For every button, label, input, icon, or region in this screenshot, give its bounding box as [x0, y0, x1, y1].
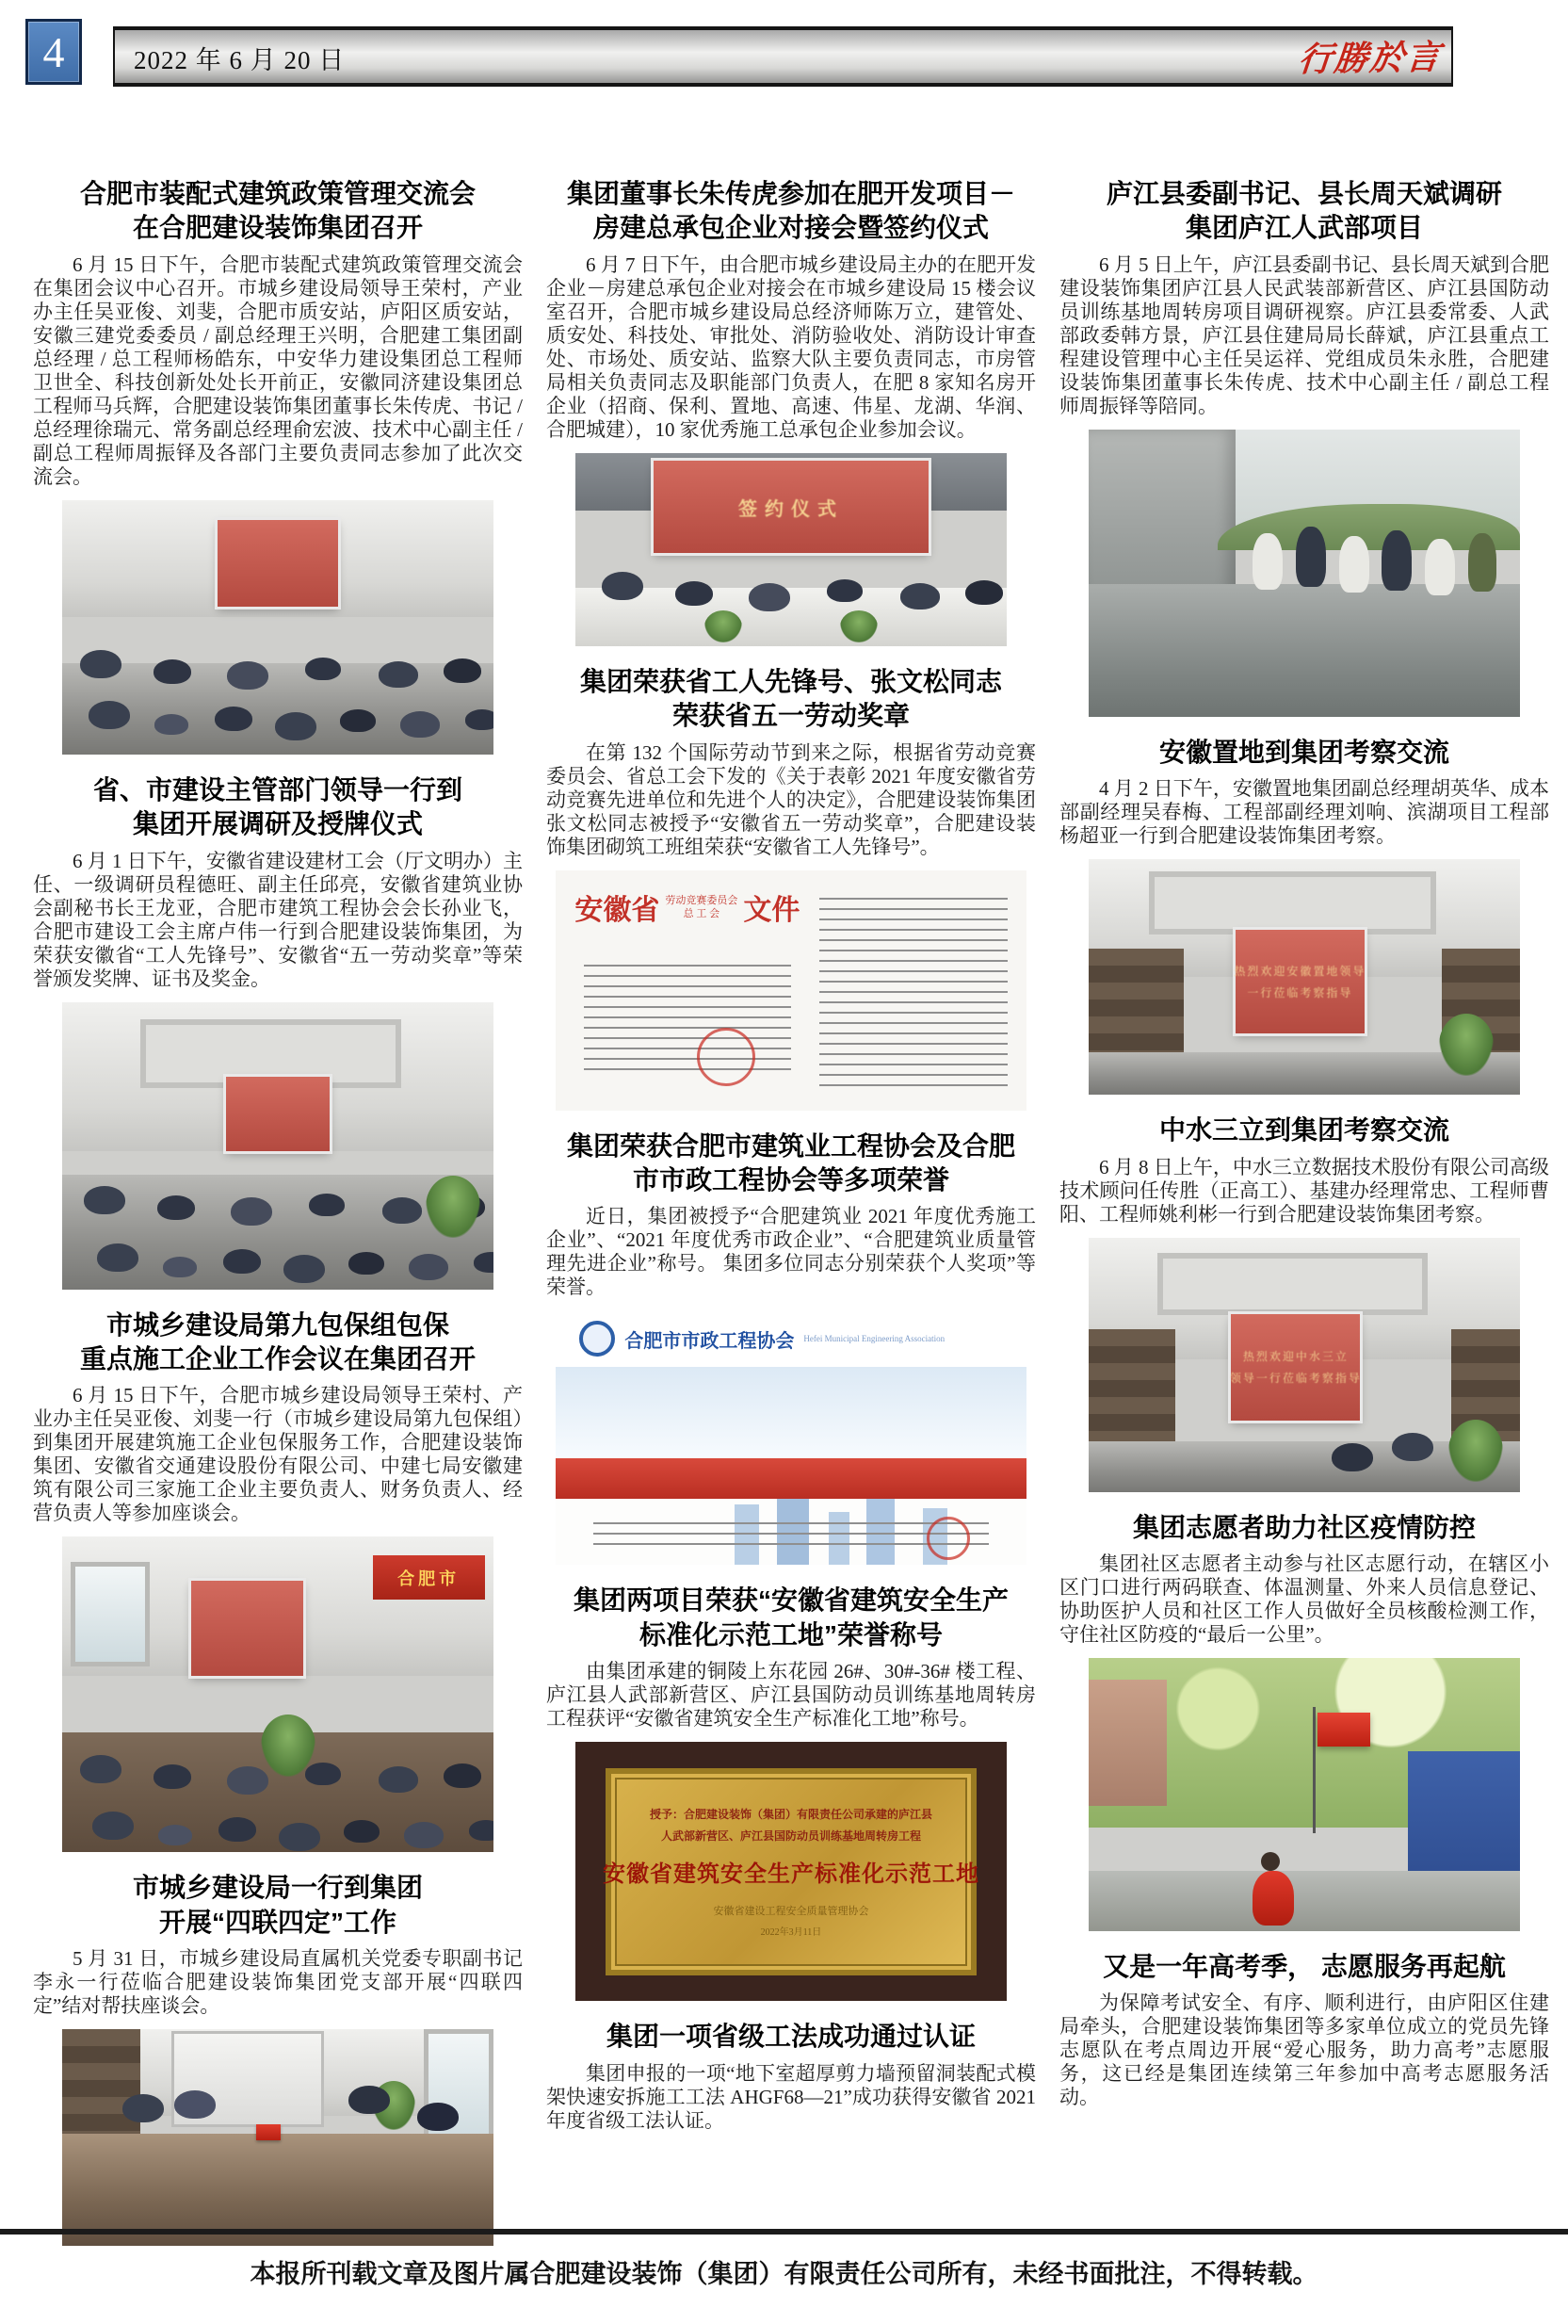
photo-bookshelf [1089, 1329, 1175, 1452]
association-logo-icon [579, 1321, 615, 1357]
photo-person-head [1261, 1852, 1280, 1871]
footer-copyright: 本报所刊载文章及图片属合肥建设装饰（集团）有限责任公司所有，未经书面批注，不得转载。 [250, 2260, 1318, 2288]
article-title [546, 665, 1036, 734]
photo-person [122, 2094, 164, 2122]
article-title [1059, 177, 1549, 246]
article-title [1059, 736, 1549, 770]
document-word: 文件 [743, 895, 800, 927]
photo-plant [261, 1715, 315, 1777]
photo-r2-visit-meeting [1089, 859, 1520, 1095]
article-title [546, 1584, 1036, 1652]
photo-road [1089, 584, 1520, 716]
photo-desk-flag [256, 2124, 281, 2140]
article-title [546, 2020, 1036, 2054]
photo-people [89, 701, 130, 729]
photo-person [1425, 539, 1455, 595]
column-right [1059, 168, 1549, 2265]
photo-person [348, 2086, 390, 2114]
photo-screen-text: 领导一行莅临考察指导 [1229, 1372, 1362, 1386]
article-r4 [1059, 1511, 1549, 1931]
photo-people [97, 1243, 138, 1272]
footer-rule [0, 2229, 1568, 2235]
photo-people [602, 572, 643, 600]
document-red-seal [697, 1028, 755, 1086]
article-title-line: 省、市建设主管部门领导一行到 [92, 774, 462, 804]
photo-red-banner: 合肥市 [373, 1555, 485, 1600]
article-body: 集团社区志愿者主动参与社区志愿行动，在辖区小区门口进行两码联查、体温测量、外来人员信息登记、协助医护人员和社区工作人员做好全员核酸检测工作，守住社区防疫的“最后一公里”。 [1059, 1552, 1549, 1646]
photo-flowers [704, 610, 742, 642]
article-title-line: 标准化示范工地”荣誉称号 [639, 1619, 943, 1650]
article-title-line: 中水三立到集团考察交流 [1158, 1115, 1449, 1146]
article-title-line: 在合肥建设装饰集团召开 [132, 213, 423, 243]
plaque-gold-face [603, 1768, 979, 1975]
article-title-line: 市市政工程协会等多项荣誉 [632, 1164, 949, 1195]
article-title [1059, 1113, 1549, 1147]
article-l3 [33, 1308, 523, 1853]
photo-screen-text: 热烈欢迎安徽置地领导 [1234, 965, 1366, 979]
article-r1 [1059, 177, 1549, 717]
article-title [1059, 1511, 1549, 1545]
document-text-lines [584, 956, 791, 1077]
association-red-band [556, 1458, 1026, 1499]
article-body: 6 月 15 日下午，合肥市装配式建筑政策管理交流会在集团会议中心召开。市城乡建设局领导王荣村，产业办主任吴亚俊、刘斐，合肥市质安站，庐阳区质安站，安徽三建党委委员 / 副总经理王兴明，合肥建工集团副总经理 / 总工程师杨皓东，中安华力建设集团总工程师卫世全、科技创新处处长开前正，安徽同济建设集团总工程师马兵辉，合肥建设装饰集团董事长朱传虎、书记 / 总经理徐瑞元、常务副总经理俞宏波、技术中心副主任 / 副总工程师周振铎及各部门主要负责同志参加了此次交流会。 [33, 252, 523, 488]
article-body: 6 月 15 日下午，合肥市城乡建设局领导王荣村、产业办主任吴亚俊、刘斐一行（市城乡建设局第九包保组）到集团开展建筑施工企业包保服务工作，合肥建设装饰集团、安徽省交通建设股份有限公司、中建七局安徽建筑有限公司三家施工企业主要负责人、财务负责人、经营负责人等参加座谈会。 [33, 1384, 523, 1525]
article-title-line: 集团庐江人武部项目 [1185, 213, 1423, 243]
association-red-seal [927, 1517, 970, 1560]
plaque-main-title: 安徽省建筑安全生产标准化示范工地 [603, 1861, 979, 1887]
photo-ceiling-coffer [1157, 1253, 1428, 1315]
photo-bookshelf [62, 2029, 139, 2137]
photo-m4-award-plaque [575, 1742, 1007, 2001]
article-m2 [546, 665, 1036, 1111]
photo-projection-screen [1231, 1314, 1360, 1421]
article-l4 [33, 1871, 523, 2246]
photo-flag-pole [1313, 1707, 1316, 1832]
photo-signing-table [575, 588, 1007, 646]
article-title-line: 房建总承包企业对接会暨签约仪式 [592, 213, 989, 243]
article-body: 在第 132 个国际劳动节到来之际，根据省劳动竞赛委员会、省总工会下发的《关于表彰 2021 年度安徽省劳动竞赛先进单位和先进个人的决定》，合肥建设装饰集团张文松同志被授予“安徽省五一劳动奖章”，合肥建设装饰集团砌筑工班组荣获“安徽省工人先锋号”。 [546, 740, 1036, 858]
plaque-text-line: 授予：合肥建设装饰（集团）有限责任公司承建的庐江县 [649, 1807, 932, 1821]
photo-people [80, 1755, 121, 1783]
article-title [33, 1308, 523, 1377]
article-title-line: 又是一年高考季， 志愿服务再起航 [1103, 1951, 1506, 1981]
photo-m1-signing-ceremony [575, 453, 1007, 646]
photo-l2-award-ceremony [62, 1002, 493, 1290]
photo-projection-screen [218, 520, 338, 607]
article-body: 6 月 5 日上午，庐江县委副书记、县长周天斌到合肥建设装饰集团庐江县人民武装部新营区、庐江县国防动员训练基地周转房项目调研视察。庐江县委常委、人武部政委韩方景，庐江县住建局局长薛斌，庐江县重点工程建设管理中心主任吴运祥、党组成员朱永胜，合肥建设装饰集团董事长朱传虎、技术中心副主任 / 副总工程师周振铎等陪同。 [1059, 252, 1549, 417]
photo-person [1253, 533, 1283, 590]
article-title-line: 合肥市装配式建筑政策管理交流会 [79, 179, 476, 208]
article-title-line: 集团荣获省工人先锋号、张文松同志 [579, 666, 1002, 696]
photo-r1-site-inspection [1089, 430, 1520, 717]
photo-bookshelf [1089, 949, 1184, 1052]
article-title-line: 集团董事长朱传虎参加在肥开发项目－ [566, 179, 1015, 208]
photo-projection-screen [191, 1581, 303, 1676]
photo-road [1089, 1871, 1520, 1931]
photo-red-flag [1317, 1713, 1370, 1747]
article-title [546, 177, 1036, 246]
photo-projection-screen [654, 461, 929, 553]
photo-projection-screen [226, 1077, 330, 1151]
photo-r3-visit-meeting [1089, 1238, 1520, 1492]
photo-m3-association-notice [556, 1310, 1026, 1565]
photo-person [174, 2090, 216, 2119]
photo-person [1332, 1443, 1373, 1471]
article-r3 [1059, 1113, 1549, 1491]
photo-person [417, 2103, 459, 2131]
photo-projection-screen [1236, 930, 1365, 1033]
article-title-line: 集团志愿者助力社区疫情防控 [1132, 1512, 1476, 1542]
photo-ceiling-coffer [1149, 871, 1436, 934]
article-title-line: 荣获省五一劳动奖章 [671, 701, 910, 731]
photo-soldier [1468, 533, 1496, 592]
article-title-line: 开展“四联四定”工作 [158, 1907, 396, 1937]
article-body: 5 月 31 日，市城乡建设局直属机关党委专职副书记李永一行莅临合肥建设装饰集团党支部开展“四联四定”结对帮扶座谈会。 [33, 1947, 523, 2018]
plaque-date: 2022年3月11日 [760, 1926, 822, 1938]
photo-screen-text: 签约仪式 [737, 498, 844, 520]
photo-plant [426, 1176, 480, 1238]
article-title [33, 773, 523, 842]
article-title-line: 集团两项目荣获“安徽省建筑安全生产 [573, 1585, 1009, 1616]
column-middle [546, 168, 1036, 2265]
photo-r4-community-volunteers [1089, 1658, 1520, 1931]
article-title-line: 市城乡建设局一行到集团 [132, 1873, 423, 1903]
photo-l3-symposium [62, 1536, 493, 1852]
document-org-line: 总 工 会 [683, 908, 720, 920]
article-m3 [546, 1129, 1036, 1566]
document-province: 安徽省 [574, 895, 660, 927]
article-title [33, 177, 523, 246]
photo-person [1339, 536, 1369, 593]
photo-l1-meeting [62, 500, 493, 755]
article-m4 [546, 1584, 1036, 2001]
article-body: 6 月 7 日下午，由合肥市城乡建设局主办的在肥开发企业－房建总承包企业对接会在市城乡建设局 15 楼会议室召开，合肥市城乡建设局总经济师陈万立，建管处、质安处、科技处、审批处、消防验收处、消防设计审查处、市场处、质安站、监察大队主要负责同志，市房管局相关负责同志及职能部门负责人，在肥 8 家知名房开企业（招商、保利、置地、高速、伟星、龙湖、华润、合肥城建），10 家优秀施工总承包企业参加会议。 [546, 252, 1036, 441]
header-date: 2022 年 6 月 20 日 [134, 46, 346, 74]
photo-window [71, 1562, 149, 1666]
article-title [33, 1871, 523, 1940]
photo-screen-text: 一行莅临考察指导 [1247, 986, 1353, 1000]
photo-people [92, 1812, 134, 1840]
photo-flowers [840, 610, 878, 642]
document-text-lines [819, 889, 1008, 1091]
photo-volunteer-red-vest [1253, 1871, 1294, 1926]
plaque-text-line: 人武部新营区、庐江县国防动员训练基地周转房工程 [660, 1828, 921, 1843]
article-title-line: 市城乡建设局第九包保组包保 [105, 1309, 449, 1340]
article-m1 [546, 177, 1036, 646]
photo-building [1089, 430, 1236, 596]
document-org-line: 劳动竞赛委员会 [665, 895, 738, 907]
header-bar [113, 26, 1453, 87]
article-l1 [33, 177, 523, 755]
association-header [556, 1310, 1026, 1366]
article-body: 近日，集团被授予“合肥建筑业 2021 年度优秀施工企业”、“2021 年度优秀市政企业”、“合肥建筑业质量管理先进企业”称号。 集团多位同志分别荣获个人奖项”等荣誉。 [546, 1205, 1036, 1299]
article-l2 [33, 773, 523, 1290]
article-title [1059, 1950, 1549, 1984]
article-m5 [546, 2020, 1036, 2132]
photo-m2-official-document [556, 870, 1026, 1111]
article-body: 6 月 8 日上午，中水三立数据技术股份有限公司高级技术顾问任传胜（正高工）、基建办经理常忠、工程师曹阳、工程师姚利彬一行到合肥建设装饰集团考察。 [1059, 1155, 1549, 1226]
article-title-line: 庐江县委副书记、县长周天斌调研 [1106, 179, 1502, 208]
photo-document-header [574, 886, 833, 928]
photo-building [1089, 1680, 1166, 1805]
article-body: 6 月 1 日下午，安徽省建设建材工会（厅文明办）主任、一级调研员程德旺、副主任邱亮，安徽省建筑业协会副秘书长王龙亚，合肥市建筑工程协会会长孙业飞，合肥市建设工会主席卢伟一行到合肥建设装饰集团，为荣获安徽省“工人先锋号”、安徽省“五一劳动奖章”等荣誉颁发奖牌、证书及奖金。 [33, 849, 523, 990]
header-slogan: 行勝於言 [1296, 37, 1444, 80]
plaque-issuer: 安徽省建设工程安全质量管理协会 [713, 1905, 869, 1917]
article-title-line: 集团一项省级工法成功通过认证 [606, 2022, 976, 2052]
article-title [546, 1129, 1036, 1198]
photo-screen-text: 热烈欢迎中水三立 [1242, 1350, 1349, 1364]
column-left [33, 168, 523, 2265]
article-body: 由集团承建的铜陵上东花园 26#、30#-36# 楼工程、庐江县人武部新营区、庐江县国防动员训练基地周转房工程获评“安徽省建筑安全生产标准化工地”称号。 [546, 1660, 1036, 1731]
columns [33, 168, 1549, 2265]
article-body: 为保障考试安全、有序、顺利进行，由庐阳区住建局牵头，合肥建设装饰集团等多家单位成立的党员先锋志愿队在考点周边开展“爱心服务，助力高考”志愿服务，这已经是集团连续第三年参加中高考志愿服务活动。 [1059, 1991, 1549, 2109]
photo-l4-pairing-meeting [62, 2029, 493, 2246]
photo-plant [1448, 1420, 1503, 1482]
article-title-line: 集团荣获合肥市建筑业工程协会及合肥 [566, 1130, 1015, 1161]
page-number: 4 [25, 19, 82, 85]
article-title-line: 安徽置地到集团考察交流 [1158, 737, 1449, 767]
photo-person [1296, 527, 1326, 587]
photo-person [1382, 530, 1412, 591]
article-body: 4 月 2 日下午，安徽置地集团副总经理胡英华、成本部副经理吴春梅、工程部副经理刘响、滨湖项目工程部杨超亚一行到合肥建设装饰集团考察。 [1059, 777, 1549, 848]
association-name: 合肥市市政工程协会 [624, 1330, 795, 1352]
association-name-en: Hefei Municipal Engineering Association [803, 1334, 946, 1344]
article-title-line: 集团开展调研及授牌仪式 [132, 809, 423, 839]
photo-person [1392, 1433, 1433, 1461]
article-r2 [1059, 736, 1549, 1095]
photo-people [84, 1186, 125, 1214]
document-org [665, 894, 737, 921]
article-title-line: 重点施工企业工作会议在集团召开 [79, 1343, 476, 1373]
association-skyline [556, 1367, 1026, 1458]
article-r5 [1059, 1950, 1549, 2109]
article-body: 集团申报的一项“地下室超厚剪力墙预留洞装配式模架快速安拆施工工法 AHGF68—21”成功获得安徽省 2021 年度省级工法认证。 [546, 2061, 1036, 2132]
photo-people [80, 650, 121, 678]
